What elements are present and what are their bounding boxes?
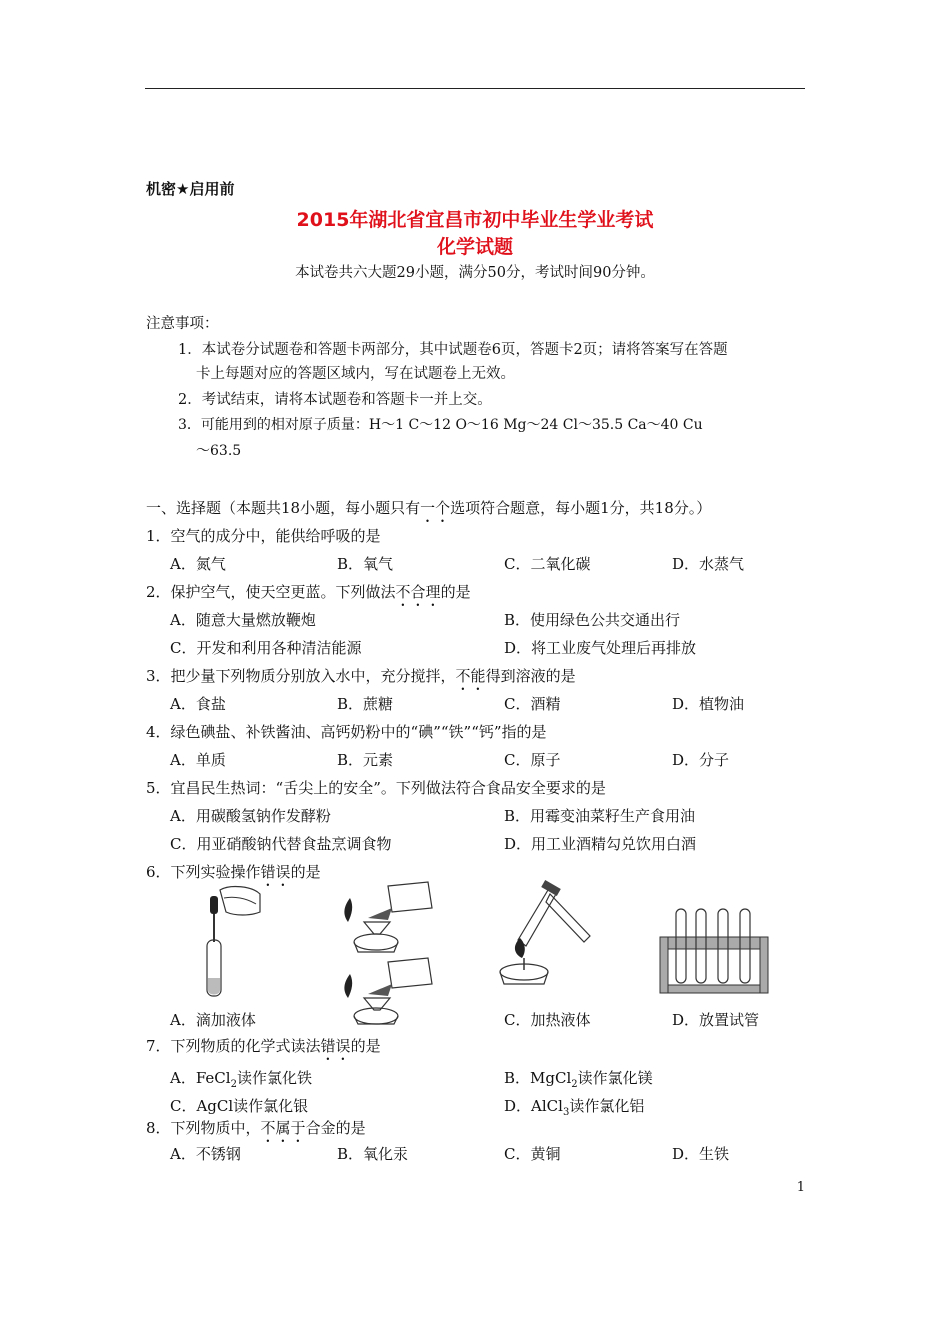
q5-option-a: A．用碳酸氢钠作发酵粉 xyxy=(170,807,331,825)
question-4-stem: 4．绿色碘盐、补铁酱油、高钙奶粉中的“碘”“铁”“钙”指的是 xyxy=(146,723,547,741)
exam-title: 2015年湖北省宜昌市初中毕业生学业考试 xyxy=(296,209,654,231)
q4-option-c: C．原子 xyxy=(504,751,561,769)
note-1a: 1．本试卷分试题卷和答题卡两部分，其中试题卷6页，答题卡2页；请将答案写在答题 xyxy=(178,342,728,358)
q1-option-a: A．氮气 xyxy=(170,555,226,573)
q5-option-c: C．用亚硝酸钠代替食盐烹调食物 xyxy=(170,835,392,853)
exam-subject: 化学试题 xyxy=(436,236,513,258)
q6-option-d: D．放置试管 xyxy=(672,1011,760,1029)
q3-option-c: C．酒精 xyxy=(504,695,561,713)
q5-option-b: B．用霉变油菜籽生产食用油 xyxy=(504,807,696,825)
q3-option-d: D．植物油 xyxy=(672,695,745,713)
q2-option-a: A．随意大量燃放鞭炮 xyxy=(170,611,316,629)
q2-option-d: D．将工业废气处理后再排放 xyxy=(504,639,697,657)
question-1-stem: 1．空气的成分中，能供给呼吸的是 xyxy=(146,527,381,545)
page-number: 1 xyxy=(796,1180,805,1195)
q1-option-c: C．二氧化碳 xyxy=(504,555,591,573)
question-7-stem: 7．下列物质的化学式读法错误的是 xyxy=(146,1037,381,1055)
q6-option-a: A．滴加液体 xyxy=(170,1011,256,1029)
q2-option-b: B．使用绿色公共交通出行 xyxy=(504,611,681,629)
question-3-stem: 3．把少量下列物质分别放入水中，充分搅拌，不能得到溶液的是 xyxy=(146,667,576,685)
q1-option-d: D．水蒸气 xyxy=(672,555,745,573)
question-6-stem: 6．下列实验操作错误的是 xyxy=(146,863,321,881)
q6-option-c: C．加热液体 xyxy=(504,1011,591,1029)
q7-option-d: D．AlCl$_3$读作氯化铝 xyxy=(504,1097,645,1118)
question-5-stem: 5．宜昌民生热词：“舌尖上的安全”。下列做法符合食品安全要求的是 xyxy=(146,779,606,797)
q2-option-c: C．开发和利用各种清洁能源 xyxy=(170,639,362,657)
q8-option-b: B．氧化汞 xyxy=(337,1145,409,1163)
header-rule xyxy=(145,88,805,89)
section-heading: 一、选择题（本题共18小题，每小题只有一个选项符合题意，每小题1分，共18分。） xyxy=(146,499,712,517)
confidential-label: 机密★启用前 xyxy=(146,180,235,198)
q3-option-a: A．食盐 xyxy=(170,695,226,713)
q7-option-b: B．MgCl$_2$读作氯化镁 xyxy=(504,1069,653,1090)
q8-option-a: A．不锈钢 xyxy=(170,1145,241,1163)
note-3b: ～63.5 xyxy=(196,443,242,459)
q7-option-a: A．FeCl$_2$读作氯化铁 xyxy=(170,1069,312,1090)
question-2-stem: 2．保护空气，使天空更蓝。下列做法不合理的是 xyxy=(146,583,471,601)
alcohol-lamp-illustration xyxy=(328,878,438,1028)
note-1b: 卡上每题对应的答题区域内，写在试题卷上无效。 xyxy=(196,366,515,382)
note-3a: 3．可能用到的相对原子质量：H～1 C～12 O～16 Mg～24 Cl～35.5 Ca～40 Cu xyxy=(178,417,703,433)
q3-option-b: B．蔗糖 xyxy=(337,695,394,713)
q4-option-a: A．单质 xyxy=(170,751,226,769)
q8-option-d: D．生铁 xyxy=(672,1145,730,1163)
q8-option-c: C．黄铜 xyxy=(504,1145,561,1163)
test-tube-rack-illustration xyxy=(656,905,772,997)
notes-heading: 注意事项： xyxy=(146,316,219,332)
q4-option-d: D．分子 xyxy=(672,751,730,769)
q7-option-c: C．AgCl读作氯化银 xyxy=(170,1097,309,1115)
q1-option-b: B．氧气 xyxy=(337,555,394,573)
heating-liquid-illustration xyxy=(490,880,600,995)
question-8-stem: 8．下列物质中，不属于合金的是 xyxy=(146,1119,366,1137)
q5-option-d: D．用工业酒精勾兑饮用白酒 xyxy=(504,835,697,853)
note-2: 2．考试结束，请将本试题卷和答题卡一并上交。 xyxy=(178,392,492,408)
exam-description: 本试卷共六大题29小题，满分50分，考试时间90分钟。 xyxy=(295,265,655,281)
q4-option-b: B．元素 xyxy=(337,751,394,769)
dropper-illustration xyxy=(190,882,270,1002)
